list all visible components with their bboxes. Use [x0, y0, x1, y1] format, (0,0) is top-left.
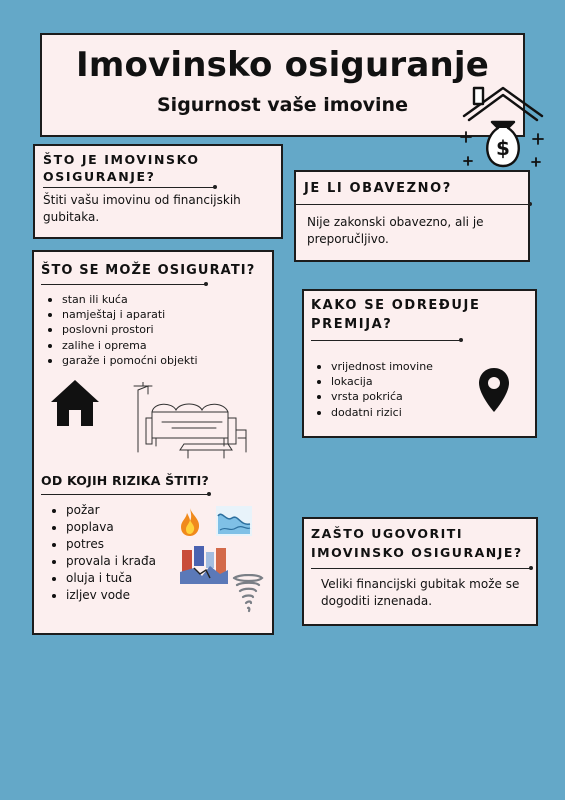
why-card — [302, 517, 538, 626]
mandatory-text: Nije zakonski obavezno, ali je preporučljivo. — [307, 215, 484, 246]
mandatory-divider — [296, 204, 530, 205]
premium-divider — [311, 340, 461, 341]
house-money-bag-icon — [458, 82, 548, 172]
fire-icon — [178, 507, 202, 537]
list-item: oluja i tuča — [52, 570, 192, 587]
risks-list — [52, 502, 192, 604]
home-icon — [49, 378, 101, 428]
premium-heading: KAKO SE ODREĐUJE PREMIJA? — [311, 298, 481, 332]
list-item: požar — [52, 502, 192, 519]
list-item: garaže i pomoćni objekti — [48, 353, 248, 368]
insurable-divider — [41, 284, 206, 285]
list-item: vrijednost imovine — [317, 359, 467, 374]
header-card — [40, 33, 525, 137]
risks-divider — [41, 494, 209, 495]
list-item: zalihe i oprema — [48, 338, 248, 353]
svg-text:$: $ — [496, 136, 510, 160]
insurable-heading: ŠTO SE MOŽE OSIGURATI? — [41, 263, 256, 278]
list-item: poslovni prostori — [48, 322, 248, 337]
why-heading: ZAŠTO UGOVORITI IMOVINSKO OSIGURANJE? — [311, 526, 523, 560]
coverage-card — [32, 250, 274, 635]
why-divider — [311, 568, 531, 569]
list-item: lokacija — [317, 374, 467, 389]
premium-card — [302, 289, 537, 438]
mandatory-heading: JE LI OBAVEZNO? — [304, 181, 452, 196]
earthquake-icon — [180, 546, 228, 584]
what-is-divider — [43, 187, 215, 188]
list-item: poplava — [52, 519, 192, 536]
risks-heading: OD KOJIH RIZIKA ŠTITI? — [41, 473, 209, 488]
living-room-furniture-icon — [132, 382, 250, 460]
list-item: vrsta pokrića — [317, 389, 467, 404]
location-pin-icon — [478, 367, 510, 413]
mandatory-card — [294, 170, 530, 262]
list-item: izljev vode — [52, 587, 192, 604]
what-is-card — [33, 144, 283, 239]
tornado-icon — [232, 574, 264, 614]
premium-list — [317, 359, 467, 420]
list-item: potres — [52, 536, 192, 553]
page-title: Imovinsko osiguranje — [75, 45, 489, 85]
list-item: stan ili kuća — [48, 292, 248, 307]
what-is-heading: ŠTO JE IMOVINSKO OSIGURANJE? — [43, 152, 200, 184]
list-item: namještaj i aparati — [48, 307, 248, 322]
page-subtitle: Sigurnost vaše imovine — [157, 94, 408, 116]
list-item: dodatni rizici — [317, 405, 467, 420]
why-text: Veliki financijski gubitak može se dogoditi iznenada. — [321, 577, 520, 608]
what-is-text: Štiti vašu imovinu od financijskih gubitaka. — [43, 193, 241, 224]
list-item: provala i krađa — [52, 553, 192, 570]
flood-icon — [216, 506, 252, 536]
insurable-list — [48, 292, 248, 368]
